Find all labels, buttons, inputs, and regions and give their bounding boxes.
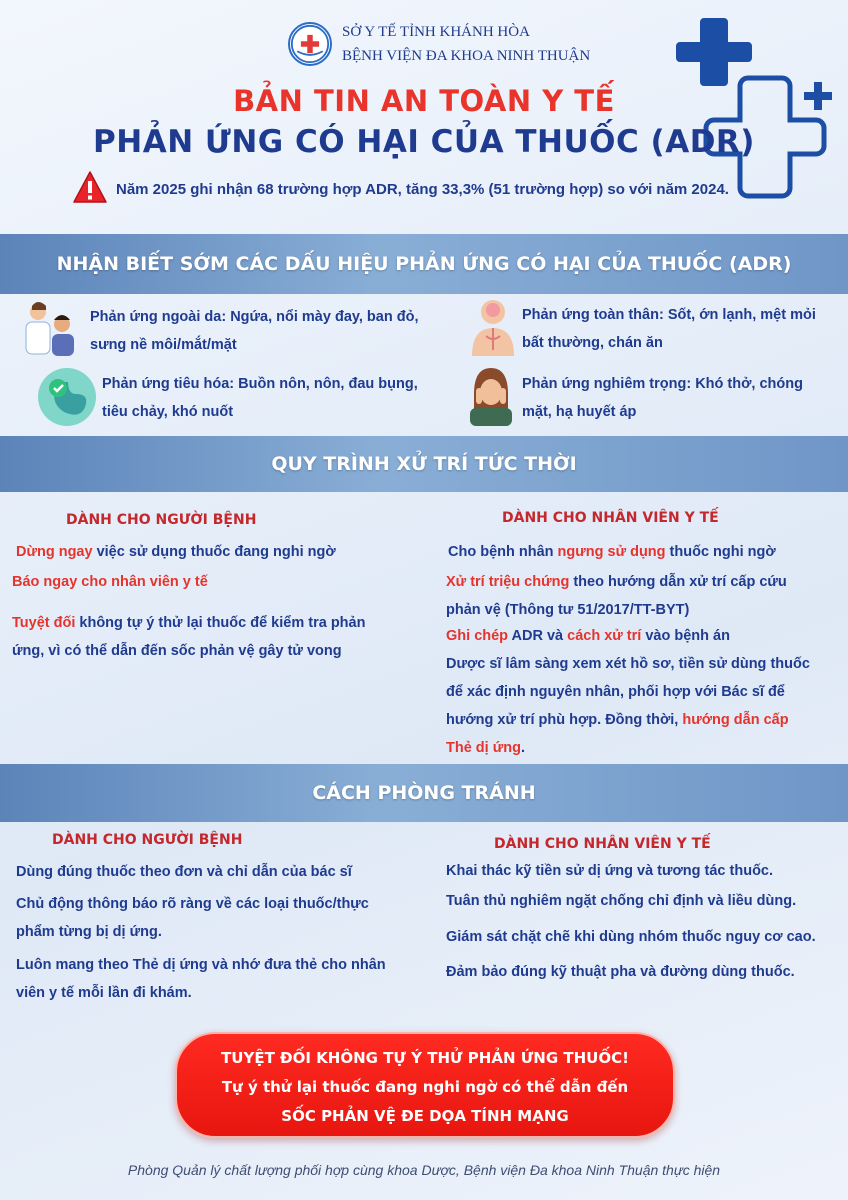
sign-digestive: Phản ứng tiêu hóa: Buồn nôn, nôn, đau bụng, tiêu chảy, khó nuốt <box>102 376 418 420</box>
prevent-staff-item-2: Tuân thủ nghiêm ngặt chống chỉ định và liều dùng. <box>446 893 797 909</box>
warning-line-1: TUYỆT ĐỐI KHÔNG TỰ Ý THỬ PHẢN ỨNG THUỐC! <box>221 1049 629 1067</box>
stomach-icon <box>36 366 98 428</box>
sign-skin: Phản ứng ngoài da: Ngứa, nổi mày đay, ban đỏ, sưng nề môi/mắt/mặt <box>90 309 419 353</box>
warning-line-2: Tự ý thử lại thuốc đang nghi ngờ có thể dẫn đến <box>221 1078 629 1096</box>
section-recognize-heading: NHẬN BIẾT SỚM CÁC DẤU HIỆU PHẢN ỨNG CÓ HẠI CỦA THUỐC (ADR) <box>0 234 848 294</box>
prevent-staff-heading: DÀNH CHO NHÂN VIÊN Y TẾ <box>494 836 711 852</box>
headache-woman-icon <box>460 364 522 426</box>
sign-systemic: Phản ứng toàn thân: Sốt, ớn lạnh, mệt mỏi bất thường, chán ăn <box>522 307 816 351</box>
prevent-staff-item-4: Đảm bảo đúng kỹ thuật pha và đường dùng thuốc. <box>446 964 795 980</box>
bulletin-subtitle: PHẢN ỨNG CÓ HẠI CỦA THUỐC (ADR) <box>93 124 755 160</box>
process-patient-step-3: Tuyệt đối không tự ý thử lại thuốc để kiểm tra phản ứng, vì có thể dẫn đến sốc phản vệ gây tử vong <box>12 615 366 659</box>
org-line-1: SỞ Y TẾ TỈNH KHÁNH HÒA <box>342 24 530 40</box>
body-icon <box>462 296 524 358</box>
process-patient-step-2: Báo ngay cho nhân viên y tế <box>12 574 208 590</box>
process-staff-heading: DÀNH CHO NHÂN VIÊN Y TẾ <box>502 510 719 526</box>
prevent-patient-heading: DÀNH CHO NGƯỜI BỆNH <box>52 832 243 848</box>
warning-line-3: SỐC PHẢN VỆ ĐE DỌA TÍNH MẠNG <box>281 1107 569 1125</box>
prevent-staff-item-1: Khai thác kỹ tiền sử dị ứng và tương tác thuốc. <box>446 863 774 879</box>
process-staff-step-1: Cho bệnh nhân ngưng sử dụng thuốc nghi ngờ <box>448 544 776 560</box>
sign-severe: Phản ứng nghiêm trọng: Khó thở, chóng mặt, hạ huyết áp <box>522 376 803 420</box>
prevent-patient-item-3: Luôn mang theo Thẻ dị ứng và nhớ đưa thẻ cho nhân viên y tế mỗi lần đi khám. <box>16 957 386 1001</box>
warning-banner <box>175 1032 675 1138</box>
hospital-logo-icon <box>288 22 332 66</box>
section-process-heading: QUY TRÌNH XỬ TRÍ TỨC THỜI <box>0 436 848 492</box>
process-patient-heading: DÀNH CHO NGƯỜI BỆNH <box>66 512 257 528</box>
warning-triangle-icon <box>72 170 108 204</box>
section-prevent-heading: CÁCH PHÒNG TRÁNH <box>0 764 848 822</box>
process-patient-step-1: Dừng ngay việc sử dụng thuốc đang nghi ngờ <box>16 544 336 560</box>
prevent-staff-item-3: Giám sát chặt chẽ khi dùng nhóm thuốc nguy cơ cao. <box>446 929 816 945</box>
process-staff-step-2: Xử trí triệu chứng theo hướng dẫn xử trí cấp cứu phản vệ (Thông tư 51/2017/TT-BYT) <box>446 574 787 618</box>
bulletin-title: BẢN TIN AN TOÀN Y TẾ <box>233 84 615 118</box>
statistic-alert: Năm 2025 ghi nhận 68 trường hợp ADR, tăng 33,3% (51 trường hợp) so với năm 2024. <box>116 181 729 198</box>
doctor-patient-icon <box>18 298 80 360</box>
org-line-2: BỆNH VIỆN ĐA KHOA NINH THUẬN <box>342 48 591 64</box>
process-staff-step-3: Ghi chép ADR và cách xử trí vào bệnh án <box>446 628 730 644</box>
prevent-patient-item-2: Chủ động thông báo rõ ràng về các loại thuốc/thực phẩm từng bị dị ứng. <box>16 896 369 940</box>
process-staff-step-4: Dược sĩ lâm sàng xem xét hồ sơ, tiền sử dùng thuốc để xác định nguyên nhân, phối hợp với Bác sĩ để hướng xử trí phù hợp. Đồng thời, hướng dẫn cấp Thẻ dị ứng. <box>446 656 810 756</box>
prevent-patient-item-1: Dùng đúng thuốc theo đơn và chỉ dẫn của bác sĩ <box>16 864 352 880</box>
footer-credit: Phòng Quản lý chất lượng phối hợp cùng khoa Dược, Bệnh viện Đa khoa Ninh Thuận thực hiện <box>127 1162 721 1178</box>
